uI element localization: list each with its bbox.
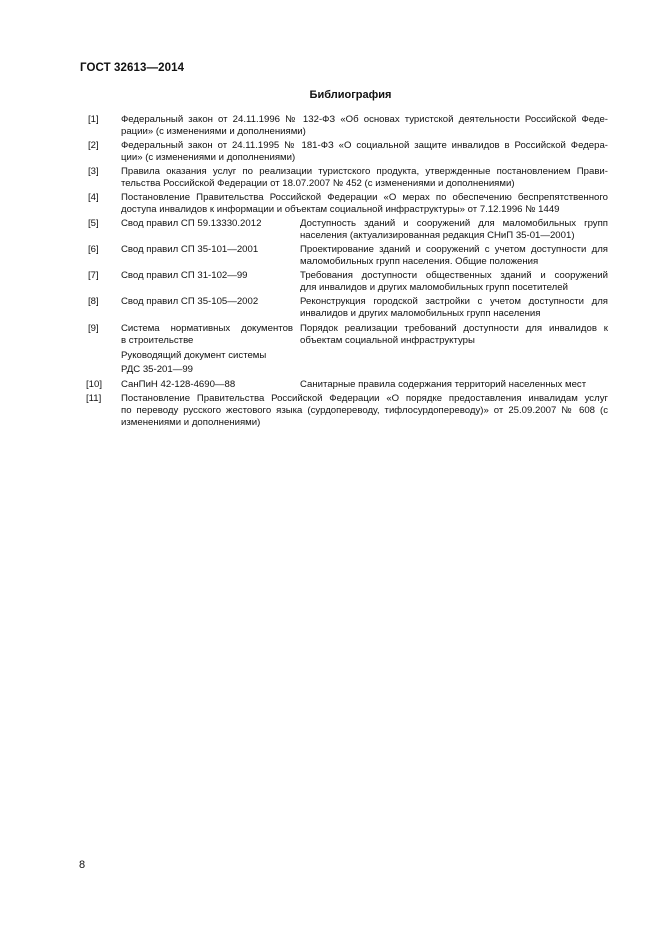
- entry-description: [300, 296, 608, 320]
- entry-text: [121, 114, 608, 138]
- entry-text-line: рации» (с изменениями и дополнениями): [121, 126, 306, 138]
- entry-text-line: изменениями и дополнениями): [121, 417, 261, 429]
- entry-text-line: ции» (с изменениями и дополнениями): [121, 152, 296, 164]
- entry-description: [300, 244, 608, 268]
- entry-code: Свод правил СП 35-105—2002: [121, 296, 259, 307]
- entry-description-line: Реконструкция городской застройки с учетом доступности для: [300, 296, 608, 307]
- entry-code-line: в строительстве: [121, 335, 194, 347]
- entry-description-line: Порядок реализации требований доступности для инвалидов к: [300, 323, 608, 334]
- entry-code: Свод правил СП 59.13330.2012: [121, 218, 262, 229]
- entry-description-line: Требования доступности общественных зданий и сооружений: [300, 270, 608, 281]
- entry-number: [2]: [88, 140, 99, 151]
- entry-text-line: доступа инвалидов к информации и объектам социальной инфраструктуры» от 7.12.1996 № 1449: [121, 204, 560, 216]
- entry-text-line: Федеральный закон от 24.11.1996 № 132-ФЗ «Об основах туристской деятельности Российской Феде-: [121, 114, 608, 125]
- entry-number: [8]: [88, 296, 99, 307]
- entry-code: Свод правил СП 31-102—99: [121, 270, 248, 281]
- entry-code: [121, 323, 293, 376]
- entry-description-line: объектам социальной инфраструктуры: [300, 335, 475, 347]
- entry-text: [121, 192, 608, 216]
- entry-number: [7]: [88, 270, 99, 281]
- entry-text-line: Постановление Правительства Российской Федерации «О мерах по обеспечению беспрепятственного: [121, 192, 608, 203]
- entry-code-extra-line: Руководящий документ системы: [121, 350, 267, 362]
- entry-description: [300, 379, 608, 391]
- entry-text-line: Правила оказания услуг по реализации туристского продукта, утвержденные постановлением Прави-: [121, 166, 608, 177]
- entry-number: [11]: [86, 393, 102, 404]
- entry-description-line: населения (актуализированная редакция СНиП 35-01—2001): [300, 230, 575, 242]
- entry-description: [300, 270, 608, 294]
- entry-number: [4]: [88, 192, 99, 203]
- page-number: 8: [79, 859, 86, 871]
- entry-description-line: Санитарные правила содержания территорий населенных мест: [300, 379, 587, 390]
- entry-number: [6]: [88, 244, 99, 255]
- entry-description: [300, 218, 608, 242]
- entry-text-line: по переводу русского жестового языка (сурдопереводу, тифлосурдопереводу)» от 25.09.2007 № 608 (с: [121, 405, 608, 417]
- entry-description-line: для инвалидов и других маломобильных групп посетителей: [300, 282, 568, 294]
- entry-description: [300, 323, 608, 347]
- entry-text: [121, 140, 608, 164]
- entry-description-line: Доступность зданий и сооружений для маломобильных групп: [300, 218, 608, 229]
- entry-description-line: инвалидов и других маломобильных групп населения: [300, 308, 541, 320]
- entry-description-line: Проектирование зданий и сооружений с учетом доступности для: [300, 244, 608, 255]
- entry-description-line: маломобильных групп населения. Общие положения: [300, 256, 539, 268]
- entry-code-extra-line: РДС 35-201—99: [121, 363, 193, 375]
- entry-text-line: Постановление Правительства Российской Федерации «О порядке предоставления инвалидам услуг: [121, 393, 608, 404]
- entry-text: [121, 393, 608, 430]
- entry-number: [9]: [88, 323, 99, 334]
- entry-number: [3]: [88, 166, 99, 177]
- bibliography-title: Библиография: [309, 89, 392, 101]
- entry-code-line: Система нормативных документов: [121, 323, 293, 334]
- entry-code: Свод правил СП 35-101—2001: [121, 244, 259, 255]
- entry-text-line: Федеральный закон от 24.11.1995 № 181-ФЗ «О социальной защите инвалидов в Российской Федера-: [121, 140, 608, 151]
- entry-text: [121, 166, 608, 190]
- document-code-header: ГОСТ 32613—2014: [80, 62, 185, 74]
- entry-number: [5]: [88, 218, 99, 229]
- entry-number: [10]: [86, 379, 103, 390]
- entry-number: [1]: [88, 114, 99, 125]
- entry-code: СанПиН 42-128-4690—88: [121, 379, 236, 390]
- entry-text-line: тельства Российской Федерации от 18.07.2007 № 452 (с изменениями и дополнениями): [121, 178, 515, 190]
